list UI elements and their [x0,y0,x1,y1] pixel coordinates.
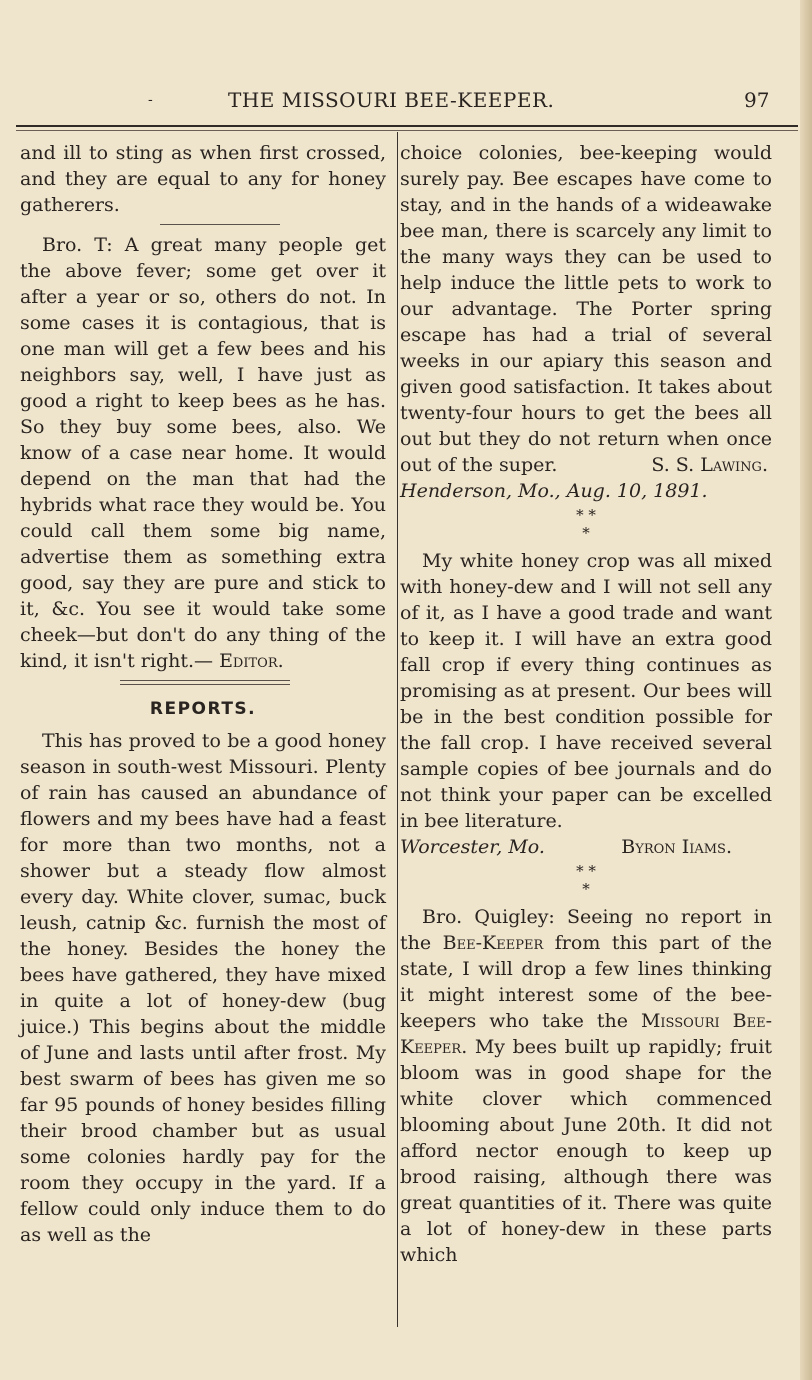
author-signature: Byron Iiams. [621,836,732,858]
signoff-line [400,834,772,860]
short-separator [20,218,386,232]
page-edge [800,0,812,1380]
right-column [400,140,772,1268]
text-run: Bro. Quigley: Seeing no report in the [400,906,772,954]
section-separator [20,674,386,692]
paragraph: My white honey crop was all mixed with honey-dew and I will not sell any of it, as I have a good trade and want to keep it. I will have an extra good fall crop if every thing continues as promising as at present. Our bees will be in the best condition possible for the fall crop. I have received several sample copies of bee journals and do not think your paper can be excelled in bee literature. [400,550,772,832]
header-rule-thin [16,130,798,131]
header-bullet: - [148,92,153,108]
paragraph: and ill to sting as when first crossed, and they are equal to any for honey gatherers. [20,142,386,216]
report-text: choice colonies, bee-keeping would surely pay. Bee escapes have come to stay, and in the hands of a wideawake bee man, there is scarcely any limit to the many ways they can be used to help induce the little pets to work to our advantage. The Porter spring escape has had a trial of several weeks in our apiary this season and given good satisfaction. It takes about twenty-four hours to get the bees all out but they do not return when once out of the super. [400,142,772,476]
header-rule [16,125,798,127]
asterism: * * * [576,862,596,898]
section-heading: REPORTS. [149,699,257,719]
page-number: 97 [744,88,770,112]
asterism: * * * [576,506,596,542]
left-column [20,140,386,1248]
place: Worcester, Mo. [400,836,545,858]
paragraph [400,140,772,478]
running-header [0,88,812,122]
dateline: Henderson, Mo., Aug. 10, 1891. [400,480,708,502]
editor-signature: Editor. [219,650,284,672]
text-run: from this part of the state, I will drop a few lines thinking it might interest some of the bee-keepers who take the [400,932,773,1032]
text-run: . My bees built up rapidly; fruit bloom was in good shape for the white clover which commenced blooming about June 20th. It did not afford nector enough to keep up brood raising, although there was great quantities of it. There was quite a lot of honey-dew in these parts which [400,1036,772,1266]
column-divider [397,132,398,1327]
journal-name: Bee-Keeper [442,932,544,954]
paragraph [20,232,386,674]
journal-name: Missouri Bee-Keeper [400,1010,772,1058]
paragraph: This has proved to be a good honey season in south-west Missouri. Plenty of rain has caused an abundance of flowers and my bees have had a feast for more than two months, not a shower but a steady flow almost every day. White clover, sumac, buck leush, catnip &c. furnish the most of the honey. Besides the honey the bees have gathered, they have mixed in quite a lot of honey-dew (bug juice.) This begins about the middle of June and lasts until after frost. My best swarm of bees has given me so far 95 pounds of honey besides filling their brood chamber but as usual some colonies hardly pay for the room they occupy in the yard. If a fellow could only induce them to do as well as the [20,730,386,1246]
journal-title: THE MISSOURI BEE-KEEPER. [228,88,555,112]
editor-reply: Bro. T: A great many people get the above fever; some get over it after a year or so, others do not. In some cases it is contagious, that is one man will get a few bees and his neighbors say, well, I have just as good a right to keep bees as he has. So they buy some bees, also. We know of a case near home. It would depend on the man that had the hybrids what race they would be. You could call them some big name, advertise them as something extra good, say they are pure and stick to it, &c. You see it would take some cheek—but don't do any thing of the kind, it isn't right.— [20,234,386,672]
paragraph [400,904,772,1268]
author-signature: S. S. Lawing. [651,454,768,476]
